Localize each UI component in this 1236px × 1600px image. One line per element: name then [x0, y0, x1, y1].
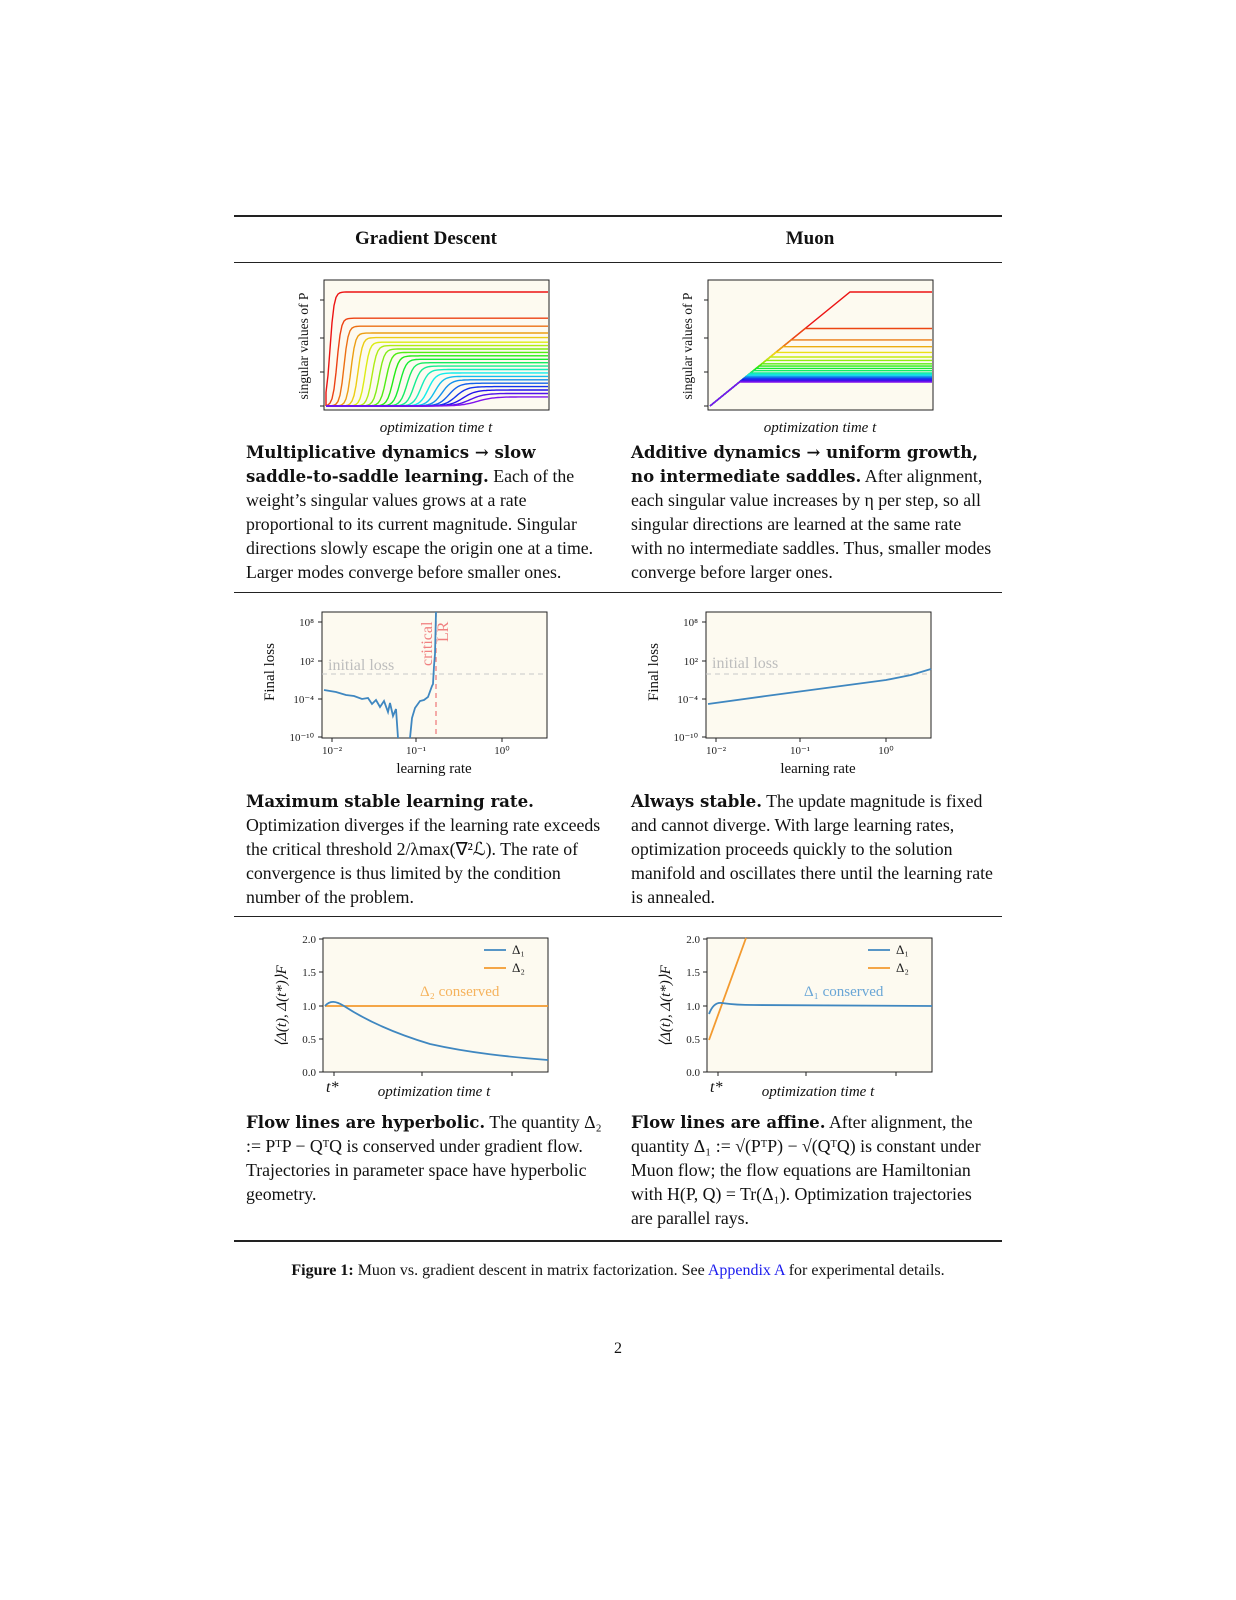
column-header-muon: Muon — [785, 228, 835, 249]
muon-loss-ytick-2: 10⁻⁴ — [677, 694, 698, 706]
caption-gd-row1 — [246, 440, 608, 584]
muon-loss-ytick-1: 10² — [683, 656, 698, 668]
gd-conserved-chart — [270, 930, 560, 1102]
gd-conserved-annotation: Δ₂ conserved — [420, 984, 500, 1000]
gd-critical-label: critical — [419, 621, 436, 666]
caption-gd-row2 — [246, 789, 608, 909]
muon-loss-xtick-0: 10⁻² — [705, 745, 727, 757]
caption-muon-row2 — [631, 789, 993, 909]
gd-loss-xlabel: learning rate — [396, 761, 472, 777]
gd-loss-xtick-1: 10⁻¹ — [405, 745, 427, 757]
caption-muon-row2-bold: Always stable. — [631, 791, 762, 811]
gd-cons-ytick-3: 0.5 — [302, 1034, 316, 1046]
gd-loss-xtick-2: 10⁰ — [494, 745, 510, 757]
gd-loss-ytick-3: 10⁻¹⁰ — [289, 732, 314, 744]
figure-caption — [234, 1262, 1002, 1280]
muon-loss-ytick-0: 10⁸ — [683, 617, 698, 629]
muon-loss-xtick-2: 10⁰ — [878, 745, 894, 757]
muon-cons-ytick-2: 1.0 — [686, 1001, 700, 1013]
muon-final-loss-chart — [646, 604, 946, 784]
top-rule — [234, 215, 1002, 217]
gd-loss-xtick-0: 10⁻² — [321, 745, 343, 757]
gd-sv-ylabel: singular values of P — [296, 292, 311, 400]
figure-caption-text-1: Muon vs. gradient descent in matrix factorization. See — [353, 1262, 708, 1279]
gd-loss-ylabel: Final loss — [262, 643, 278, 701]
muon-conserved-chart — [654, 930, 944, 1102]
caption-muon-row3-text: After alignment, the quantity Δ₁ := √(PᵀP) − √(QᵀQ) is constant under Muon flow; the flow equations are Hamiltonian with H(P, Q) = Tr(Δ₁). Optimization trajectories are parallel rays. — [631, 1112, 981, 1228]
gd-initial-loss-label: initial loss — [328, 657, 395, 674]
muon-conserved-annotation: Δ₁ conserved — [804, 984, 884, 1000]
muon-legend-delta1: Δ₁ — [896, 942, 909, 957]
gd-loss-ytick-1: 10² — [299, 656, 314, 668]
caption-muon-row2-text: The update magnitude is fixed and cannot diverge. With large learning rates, optimization proceeds quickly to the solution manifold and oscillates there until the learning rate is annealed. — [631, 791, 993, 907]
muon-loss-ytick-3: 10⁻¹⁰ — [673, 732, 698, 744]
gd-final-loss-chart — [262, 604, 562, 784]
caption-gd-row1-text: Each of the weight’s singular values grows at a rate proportional to its current magnitude. Singular directions slowly escape the origin one at a time. Larger modes converge before smaller ones. — [246, 466, 594, 582]
caption-muon-row3 — [631, 1110, 993, 1230]
muon-cons-ytick-3: 0.5 — [686, 1034, 700, 1046]
gd-cons-ytick-4: 0.0 — [302, 1067, 316, 1079]
caption-gd-row3-bold: Flow lines are hyperbolic. — [246, 1112, 486, 1132]
bottom-rule — [234, 1240, 1002, 1242]
header-rule — [234, 262, 1002, 263]
column-header-gd: Gradient Descent — [355, 228, 497, 249]
caption-gd-row3-text: The quantity Δ₂ := PᵀP − QᵀQ is conserved under gradient flow. Trajectories in parameter space have hyperbolic geometry. — [246, 1112, 602, 1204]
gd-cons-ylabel: ⟨Δ(t), Δ(t*)⟩F — [274, 965, 290, 1047]
muon-legend-delta2: Δ₂ — [896, 960, 909, 975]
caption-gd-row3 — [246, 1110, 608, 1206]
muon-sv-ylabel: singular values of P — [680, 292, 695, 400]
gd-singular-values-chart — [290, 276, 550, 436]
caption-muon-row3-bold: Flow lines are affine. — [631, 1112, 826, 1132]
caption-muon-row1-bold: Additive dynamics → uniform growth, no intermediate saddles. — [631, 442, 979, 486]
muon-cons-ytick-4: 0.0 — [686, 1067, 700, 1079]
muon-tstar-label: t* — [710, 1079, 723, 1096]
gd-cons-ytick-2: 1.0 — [302, 1001, 316, 1013]
gd-legend-delta2: Δ₂ — [512, 960, 525, 975]
muon-cons-ytick-0: 2.0 — [686, 934, 700, 946]
muon-cons-ytick-1: 1.5 — [686, 967, 700, 979]
gd-tstar-label: t* — [326, 1079, 339, 1096]
muon-loss-xtick-1: 10⁻¹ — [789, 745, 811, 757]
muon-singular-values-chart — [674, 276, 934, 436]
page-number: 2 — [614, 1340, 622, 1357]
caption-muon-row1 — [631, 440, 993, 584]
muon-cons-xlabel: optimization time t — [761, 1084, 875, 1100]
gd-cons-ytick-1: 1.5 — [302, 967, 316, 979]
appendix-link[interactable]: Appendix A — [707, 1262, 785, 1279]
figure-caption-text-2: for experimental details. — [784, 1262, 945, 1279]
gd-cons-ytick-0: 2.0 — [302, 934, 316, 946]
muon-loss-xlabel: learning rate — [780, 761, 856, 777]
gd-cons-xlabel: optimization time t — [377, 1084, 491, 1100]
muon-loss-ylabel: Final loss — [646, 643, 662, 701]
caption-muon-row1-text: After alignment, each singular value increases by η per step, so all singular directions are learned at the same rate with no intermediate saddles. Thus, smaller modes converge before larger ones. — [631, 466, 992, 582]
caption-gd-row2-bold: Maximum stable learning rate. — [246, 791, 534, 811]
muon-sv-xlabel: optimization time t — [763, 420, 877, 436]
muon-cons-ylabel: ⟨Δ(t), Δ(t*)⟩F — [658, 965, 674, 1047]
muon-initial-loss-label: initial loss — [712, 655, 779, 672]
gd-legend-delta1: Δ₁ — [512, 942, 525, 957]
row1-rule — [234, 592, 1002, 593]
gd-lr-label: LR — [435, 621, 452, 642]
caption-gd-row1-bold: Multiplicative dynamics → slow saddle-to-saddle learning. — [246, 442, 536, 486]
row2-rule — [234, 916, 1002, 917]
figure-label: Figure 1: — [291, 1262, 354, 1279]
gd-sv-xlabel: optimization time t — [379, 420, 493, 436]
caption-gd-row2-text: Optimization diverges if the learning rate exceeds the critical threshold 2/λmax(∇²ℒ). The rate of convergence is thus limited by the condition number of the problem. — [246, 815, 601, 907]
gd-loss-ytick-2: 10⁻⁴ — [293, 694, 314, 706]
gd-loss-ytick-0: 10⁸ — [299, 617, 314, 629]
